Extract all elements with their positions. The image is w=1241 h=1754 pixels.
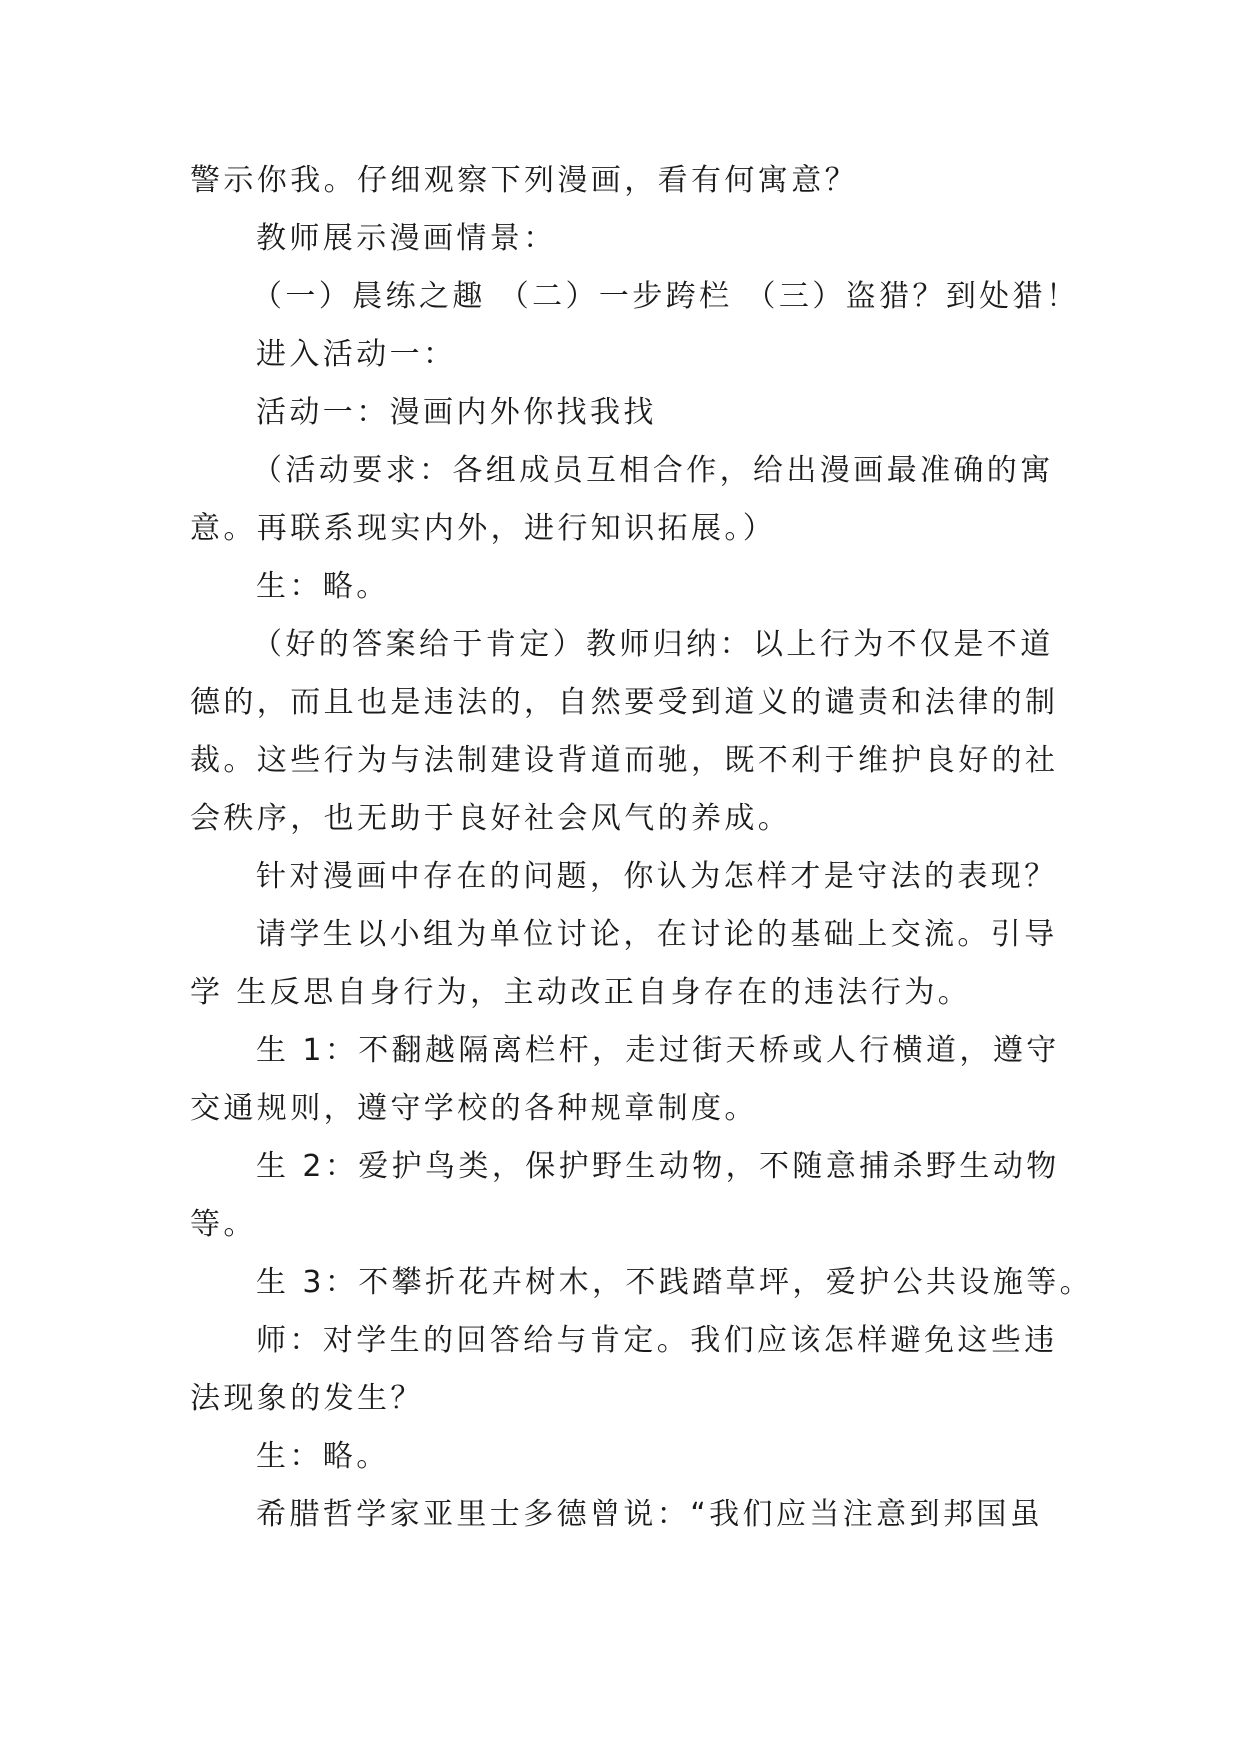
paragraph-line: （活动要求：各组成员互相合作，给出漫画最准确的寓: [252, 453, 1054, 488]
paragraph-line: 针对漫画中存在的问题，你认为怎样才是守法的表现？: [256, 859, 1058, 894]
paragraph-line: 裁。这些行为与法制建设背道而驰，既不利于维护良好的社: [190, 743, 1059, 778]
paragraph-line: （好的答案给于肯定）教师归纳：以上行为不仅是不道: [252, 627, 1054, 662]
paragraph-line: 会秩序，也无助于良好社会风气的养成。: [190, 801, 792, 836]
paragraph-line: 希腊哲学家亚里士多德曾说：“我们应当注意到邦国虽: [256, 1497, 1044, 1532]
document-body: [190, 152, 1094, 1544]
paragraph-line: 生：略。: [256, 1439, 390, 1474]
paragraph-line: 学 生反思自身行为，主动改正自身存在的违法行为。: [190, 975, 972, 1010]
paragraph-line: 交通规则，遵守学校的各种规章制度。: [190, 1091, 758, 1126]
paragraph-line: 等。: [190, 1207, 257, 1242]
paragraph-line: 生 2：爱护鸟类，保护野生动物，不随意捕杀野生动物: [256, 1149, 1060, 1184]
paragraph-line: 师：对学生的回答给与肯定。我们应该怎样避免这些违: [256, 1323, 1058, 1358]
paragraph-line: 生 1：不翻越隔离栏杆，走过街天桥或人行横道，遵守: [256, 1033, 1060, 1068]
paragraph-line: 进入活动一：: [256, 337, 457, 372]
paragraph-line: 生 3：不攀折花卉树木，不践踏草坪，爱护公共设施等。: [256, 1265, 1094, 1300]
paragraph-line: 警示你我。仔细观察下列漫画，看有何寓意？: [190, 163, 858, 198]
paragraph-line: 生：略。: [256, 569, 390, 604]
paragraph-line: 教师展示漫画情景：: [256, 221, 557, 256]
paragraph-line: 法现象的发生？: [190, 1381, 424, 1416]
paragraph-line: 意。再联系现实内外，进行知识拓展。）: [190, 511, 777, 546]
activity-heading: 活动一：漫画内外你找我找: [256, 395, 657, 430]
paragraph-line: 请学生以小组为单位讨论，在讨论的基础上交流。引导: [256, 917, 1058, 952]
paragraph-line: 德的，而且也是违法的，自然要受到道义的谴责和法律的制: [190, 685, 1059, 720]
paragraph-line: （一）晨练之趣 （二）一步跨栏 （三）盗猎？到处猎！: [252, 279, 1080, 314]
